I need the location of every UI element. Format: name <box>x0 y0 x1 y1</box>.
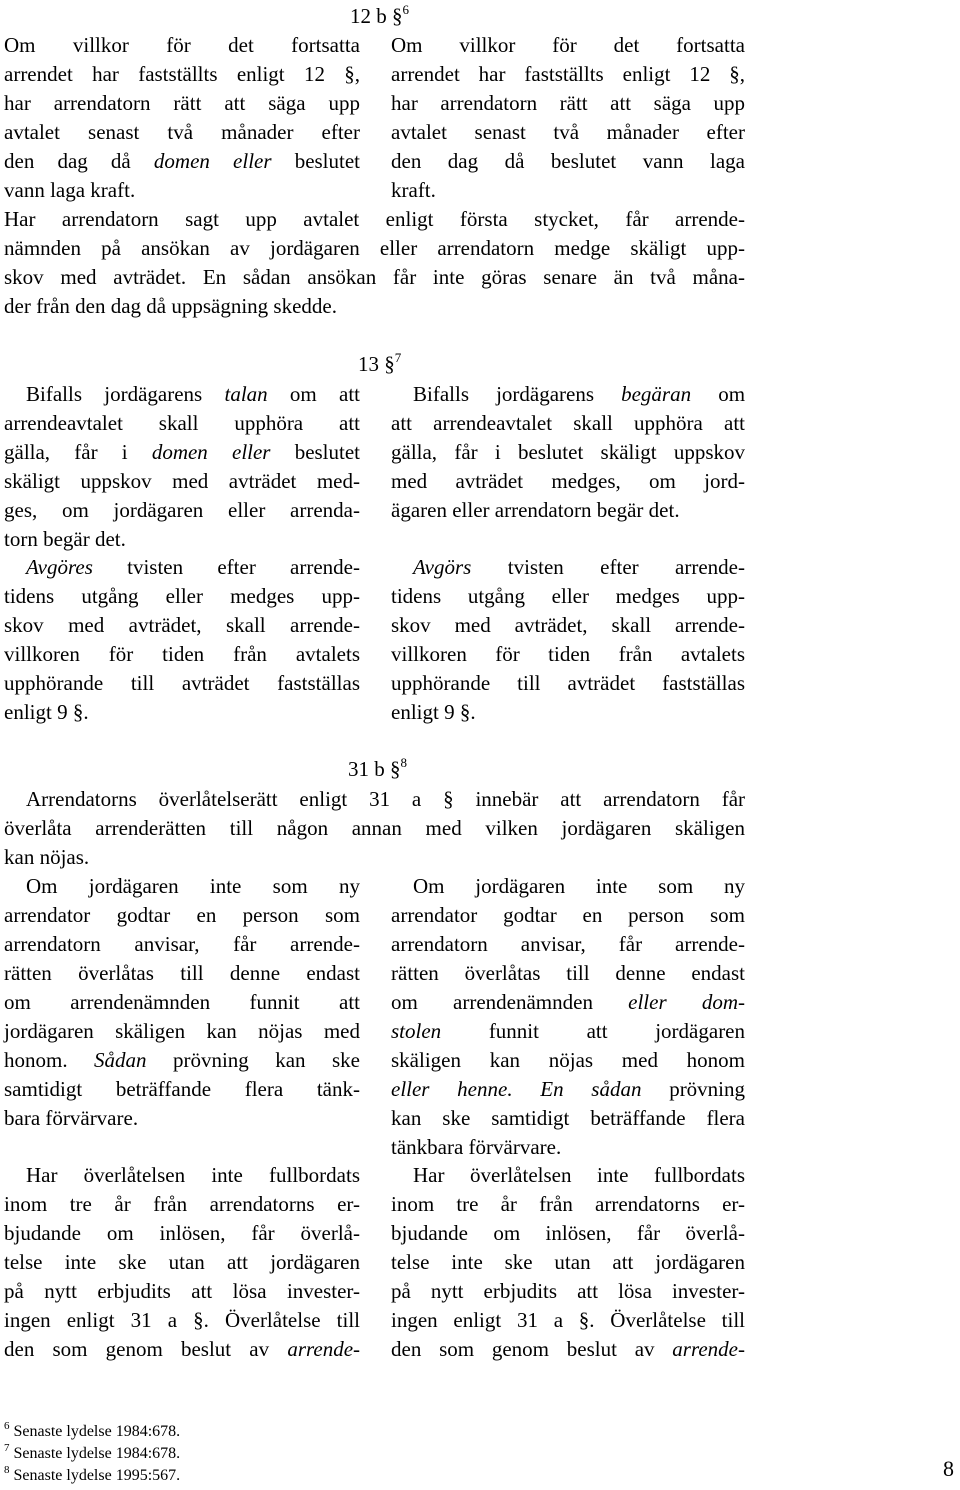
old-text-13-p1-cont <box>4 409 360 554</box>
text-line: upphörande till avträdet fastställas <box>4 671 360 695</box>
text-line: Om villkor för det fortsatta <box>391 33 745 57</box>
text-line: ges, om jordägaren eller arrenda- <box>4 498 360 522</box>
text-line: nämnden på ansökan av jordägaren eller arrendatorn medge skäligt upp- <box>4 236 745 260</box>
text-line: rätten överlåtas till denne endast <box>4 961 360 985</box>
section-heading-31b <box>348 755 407 784</box>
old-text-31b-p1 <box>4 872 360 1133</box>
text-line: arrendeavtalet skall upphöra att <box>4 411 360 435</box>
text-line: enligt 9 §. <box>4 700 89 724</box>
text-line: rätten överlåtas till denne endast <box>391 961 745 985</box>
text-line: har arrendatorn rätt att säga upp <box>391 91 745 115</box>
text-line: inom tre år från arrendatorns er- <box>391 1192 745 1216</box>
footnote-ref: 8 <box>400 755 407 770</box>
text-line: inom tre år från arrendatorns er- <box>4 1192 360 1216</box>
text-line: vann laga kraft. <box>4 178 136 202</box>
text-line: Om villkor för det fortsatta <box>4 33 360 57</box>
section-sign-icon: § <box>578 1308 590 1332</box>
text-line: Arrendatorns överlåtelserätt enligt 31 a § innebär att arrendatorn får <box>26 787 746 811</box>
text-line: kraft. <box>391 178 436 202</box>
text-line: med avträdet medges, om jord- <box>391 469 745 493</box>
text-line: Har överlåtelsen inte fullbordats <box>413 1163 745 1187</box>
text-line: arrendet har fastställts enligt 12 §, <box>391 62 746 86</box>
section-sign-icon: § <box>443 787 454 811</box>
section-sign-icon: § <box>729 62 740 86</box>
text-line: tidens utgång eller medges upp- <box>391 584 745 608</box>
section-number: 31 b <box>348 757 385 781</box>
text-line: arrendator godtar en person som <box>4 903 360 927</box>
footnote-ref: 7 <box>394 350 402 365</box>
text-line: kan ske samtidigt beträffande flera <box>391 1106 745 1130</box>
text-line: tänkbara förvärvare. <box>391 1135 562 1159</box>
text-line: Bifalls jordägarens talan om att <box>26 382 361 406</box>
text-line: bjudande om inlösen, får överlå- <box>4 1221 360 1245</box>
text-line: Har överlåtelsen inte fullbordats <box>26 1163 360 1187</box>
text-line: om arrendenämnden funnit att <box>4 990 360 1014</box>
new-text-13-p1-cont <box>391 409 745 525</box>
text-line: arrendatorn anvisar, får arrende- <box>391 932 745 956</box>
new-text-31b-p1 <box>391 872 745 1162</box>
common-text-31b-cont <box>4 814 745 872</box>
text-line: honom. Sådan prövning kan ske <box>4 1048 360 1072</box>
common-text-12b <box>4 205 745 321</box>
text-line: arrendatorn anvisar, får arrende- <box>4 932 360 956</box>
new-text-13-p2 <box>391 553 745 727</box>
text-line: den som genom beslut av arrende- <box>391 1337 745 1361</box>
text-line: skäligen kan nöjas med honom <box>391 1048 745 1072</box>
text-line: kan nöjas. <box>4 845 90 869</box>
text-line: telse inte ske utan att jordägaren <box>4 1250 360 1274</box>
text-line: bara förvärvare. <box>4 1106 139 1130</box>
text-line: Om jordägaren inte som ny <box>26 874 360 898</box>
page-number: 8 <box>943 1456 954 1481</box>
new-text-12b <box>391 31 745 205</box>
text-line: Har arrendatorn sagt upp avtalet enligt första stycket, får arrende- <box>4 207 745 231</box>
text-line: skäligt uppskov med avträdet med- <box>4 469 360 493</box>
text-line: eller henne. En sådan prövning <box>391 1077 746 1101</box>
footnote: $^6$ Senaste lydelse 1984:678. <box>4 1420 181 1440</box>
text-line: der från den dag då uppsägning skedde. <box>4 294 337 318</box>
text-line: skov med avträdet. En sådan ansökan får inte göras senare än två måna- <box>4 265 745 289</box>
old-text-12b <box>4 31 360 205</box>
footnotes <box>4 1421 180 1487</box>
text-line: bjudande om inlösen, får överlå- <box>391 1221 745 1245</box>
text-line: arrendator godtar en person som <box>391 903 745 927</box>
text-line: har arrendatorn rätt att säga upp <box>4 91 360 115</box>
text-line: Om jordägaren inte som ny <box>413 874 745 898</box>
text-line: avtalet senast två månader efter <box>391 120 745 144</box>
section-sign-icon: § <box>193 1308 204 1332</box>
footnote: $^7$ Senaste lydelse 1984:678. <box>4 1442 181 1462</box>
text-line: tidens utgång eller medges upp- <box>4 584 360 608</box>
text-line: Avgörs tvisten efter arrende- <box>413 555 745 579</box>
text-line: arrendet har fastställts enligt 12 §, <box>4 62 361 86</box>
text-line: den som genom beslut av arrende- <box>4 1337 361 1361</box>
section-heading-12b <box>350 2 409 31</box>
text-line: om arrendenämnden eller dom- <box>391 990 745 1014</box>
text-line: ägaren eller arrendatorn begär det. <box>391 498 680 522</box>
text-line: gälla, får i domen eller beslutet <box>4 440 361 464</box>
text-line: villkoren för tiden från avtalets <box>4 642 360 666</box>
text-line: samtidigt beträffande flera tänk- <box>4 1077 360 1101</box>
section-sign-icon: § <box>390 757 401 781</box>
text-line: telse inte ske utan att jordägaren <box>391 1250 745 1274</box>
text-line: skov med avträdet, skall arrende- <box>391 613 745 637</box>
text-line: att arrendeavtalet skall upphöra att <box>391 411 745 435</box>
text-line: enligt 9 §. <box>391 700 476 724</box>
text-line: Bifalls jordägarens begäran om <box>413 382 746 406</box>
text-line: på nytt erbjudits att lösa invester- <box>391 1279 745 1303</box>
common-text-31b <box>26 785 745 814</box>
text-line: Avgöres tvisten efter arrende- <box>26 555 360 579</box>
text-line: den dag då domen eller beslutet <box>4 149 361 173</box>
text-line: den dag då beslutet vann laga <box>391 149 745 173</box>
text-line: avtalet senast två månader efter <box>4 120 360 144</box>
text-line: ingen enligt 31 a §. Överlåtelse till <box>391 1308 745 1332</box>
section-number: 12 b <box>350 4 387 28</box>
old-text-13-p2 <box>4 553 360 727</box>
text-line: på nytt erbjudits att lösa invester- <box>4 1279 360 1303</box>
footnote: $^8$ Senaste lydelse 1995:567. <box>4 1464 181 1484</box>
section-number: 13 <box>358 352 379 376</box>
new-text-13-p1 <box>413 380 745 409</box>
text-line: jordägaren skäligen kan nöjas med <box>4 1019 360 1043</box>
text-line: ingen enligt 31 a §. Överlåtelse till <box>4 1308 360 1332</box>
footnote-ref: 6 <box>402 2 409 17</box>
text-line: stolen funnit att jordägaren <box>391 1019 746 1043</box>
text-line: villkoren för tiden från avtalets <box>391 642 745 666</box>
new-text-31b-p2 <box>391 1161 745 1364</box>
section-sign-icon: § <box>392 4 403 28</box>
section-heading-13 <box>358 350 401 379</box>
old-text-13-p1 <box>26 380 360 409</box>
section-sign-icon: § <box>459 700 471 724</box>
old-text-31b-p2 <box>4 1161 360 1364</box>
text-line: torn begär det. <box>4 527 126 551</box>
text-line: upphörande till avträdet fastställas <box>391 671 745 695</box>
section-sign-icon: § <box>344 62 355 86</box>
text-line: skov med avträdet, skall arrende- <box>4 613 360 637</box>
text-line: gälla, får i beslutet skäligt uppskov <box>391 440 745 464</box>
section-sign-icon: § <box>72 700 84 724</box>
section-sign-icon: § <box>384 352 395 376</box>
text-line: överlåta arrenderätten till någon annan med vilken jordägaren skäligen <box>4 816 745 840</box>
